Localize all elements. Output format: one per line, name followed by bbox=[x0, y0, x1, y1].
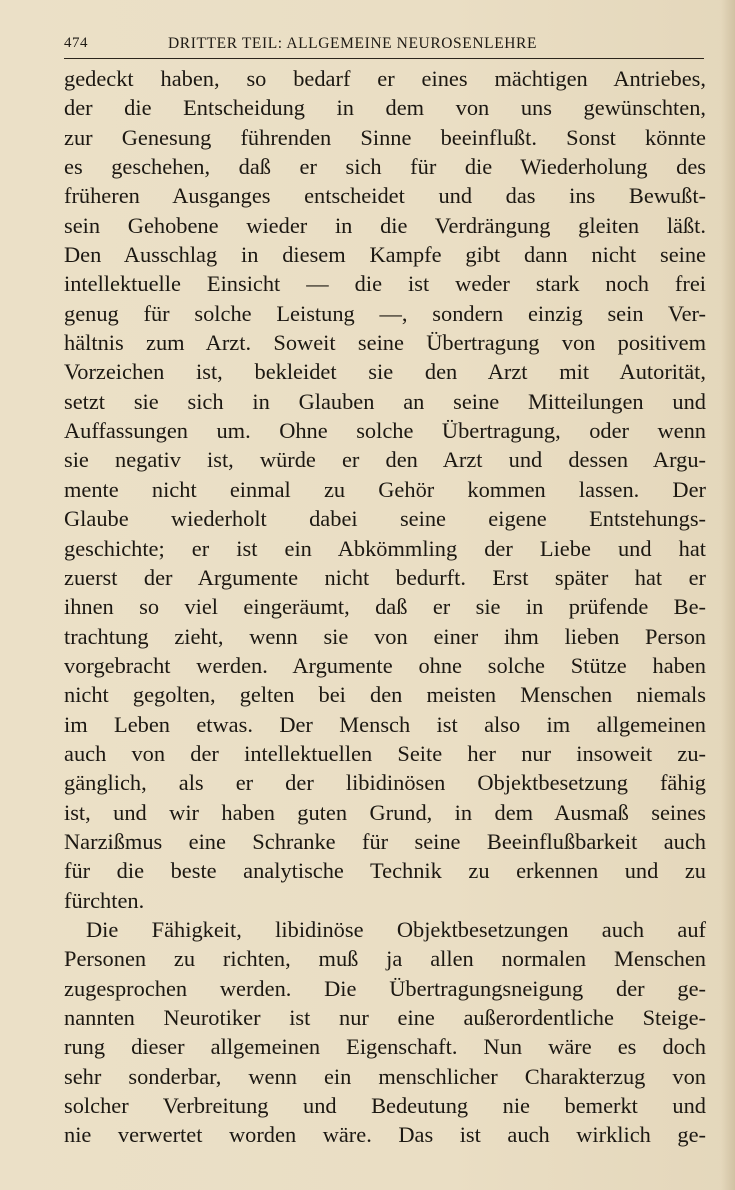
running-head: DRITTER TEIL: ALLGEMEINE NEUROSENLEHRE bbox=[168, 35, 538, 52]
text-line: zur Genesung führenden Sinne beeinflußt. Sonst könnte bbox=[64, 124, 706, 150]
text-line: nicht gegolten, gelten bei den meisten Menschen niemals bbox=[64, 682, 706, 708]
text-line: sie negativ ist, würde er den Arzt und dessen Argu- bbox=[64, 447, 706, 473]
text-line: auch von der intellektuellen Seite her nur insoweit zu- bbox=[64, 740, 706, 766]
text-line: im Leben etwas. Der Mensch ist also im allgemeinen bbox=[64, 711, 706, 737]
text-line: solcher Verbreitung und Bedeutung nie bemerkt und bbox=[64, 1093, 706, 1119]
text-line: Narzißmus eine Schranke für seine Beeinflußbarkeit auch bbox=[64, 828, 706, 854]
text-line: Die Fähigkeit, libidinöse Objektbesetzungen auch auf bbox=[86, 916, 706, 942]
text-line: zugesprochen werden. Die Übertragungsneigung der ge- bbox=[64, 975, 706, 1001]
text-line: trachtung zieht, wenn sie von einer ihm lieben Person bbox=[64, 623, 706, 649]
text-line: für die beste analytische Technik zu erkennen und zu bbox=[64, 858, 706, 884]
body-text bbox=[64, 64, 706, 1150]
page-header bbox=[64, 32, 704, 59]
text-line: vorgebracht werden. Argumente ohne solche Stütze haben bbox=[64, 652, 706, 678]
text-line: Personen zu richten, muß ja allen normalen Menschen bbox=[64, 946, 706, 972]
text-line: genug für solche Leistung —, sondern einzig sein Ver- bbox=[64, 300, 706, 326]
text-line: rung dieser allgemeinen Eigenschaft. Nun wäre es doch bbox=[64, 1034, 706, 1060]
text-line: es geschehen, daß er sich für die Wiederholung des bbox=[64, 154, 706, 180]
text-line: Auffassungen um. Ohne solche Übertragung, oder wenn bbox=[64, 418, 706, 444]
page-edge-shadow bbox=[721, 0, 735, 1190]
text-line: gedeckt haben, so bedarf er eines mächtigen Antriebes, bbox=[64, 66, 706, 91]
text-line: sein Gehobene wieder in die Verdrängung gleiten läßt. bbox=[64, 212, 706, 238]
text-line: ihnen so viel eingeräumt, daß er sie in prüfende Be- bbox=[64, 594, 706, 620]
text-line: sehr sonderbar, wenn ein menschlicher Charakterzug von bbox=[64, 1063, 706, 1089]
text-line: zuerst der Argumente nicht bedurft. Erst später hat er bbox=[64, 564, 706, 590]
text-line: gänglich, als er der libidinösen Objektbesetzung fähig bbox=[64, 770, 706, 796]
text-line: intellektuelle Einsicht — die ist weder stark noch frei bbox=[64, 271, 706, 297]
text-line: der die Entscheidung in dem von uns gewünschten, bbox=[64, 95, 706, 121]
text-line: fürchten. bbox=[64, 887, 145, 913]
text-line: Den Ausschlag in diesem Kampfe gibt dann nicht seine bbox=[64, 242, 706, 268]
text-line: setzt sie sich in Glauben an seine Mitteilungen und bbox=[64, 388, 706, 414]
text-line: früheren Ausganges entscheidet und das ins Bewußt- bbox=[64, 183, 706, 209]
text-line: nie verwertet worden wäre. Das ist auch wirklich ge- bbox=[64, 1122, 706, 1148]
text-line: nannten Neurotiker ist nur eine außerordentliche Steige- bbox=[64, 1005, 706, 1030]
text-line: Vorzeichen ist, bekleidet sie den Arzt mit Autorität, bbox=[64, 359, 706, 385]
text-line: geschichte; er ist ein Abkömmling der Liebe und hat bbox=[64, 535, 706, 561]
text-line: Glaube wiederholt dabei seine eigene Entstehungs- bbox=[64, 506, 706, 532]
page-number: 474 bbox=[64, 35, 88, 51]
text-line: hältnis zum Arzt. Soweit seine Übertragung von positivem bbox=[64, 330, 706, 356]
text-line: ist, und wir haben guten Grund, in dem Ausmaß seines bbox=[64, 799, 706, 825]
text-line: mente nicht einmal zu Gehör kommen lassen. Der bbox=[64, 476, 706, 502]
